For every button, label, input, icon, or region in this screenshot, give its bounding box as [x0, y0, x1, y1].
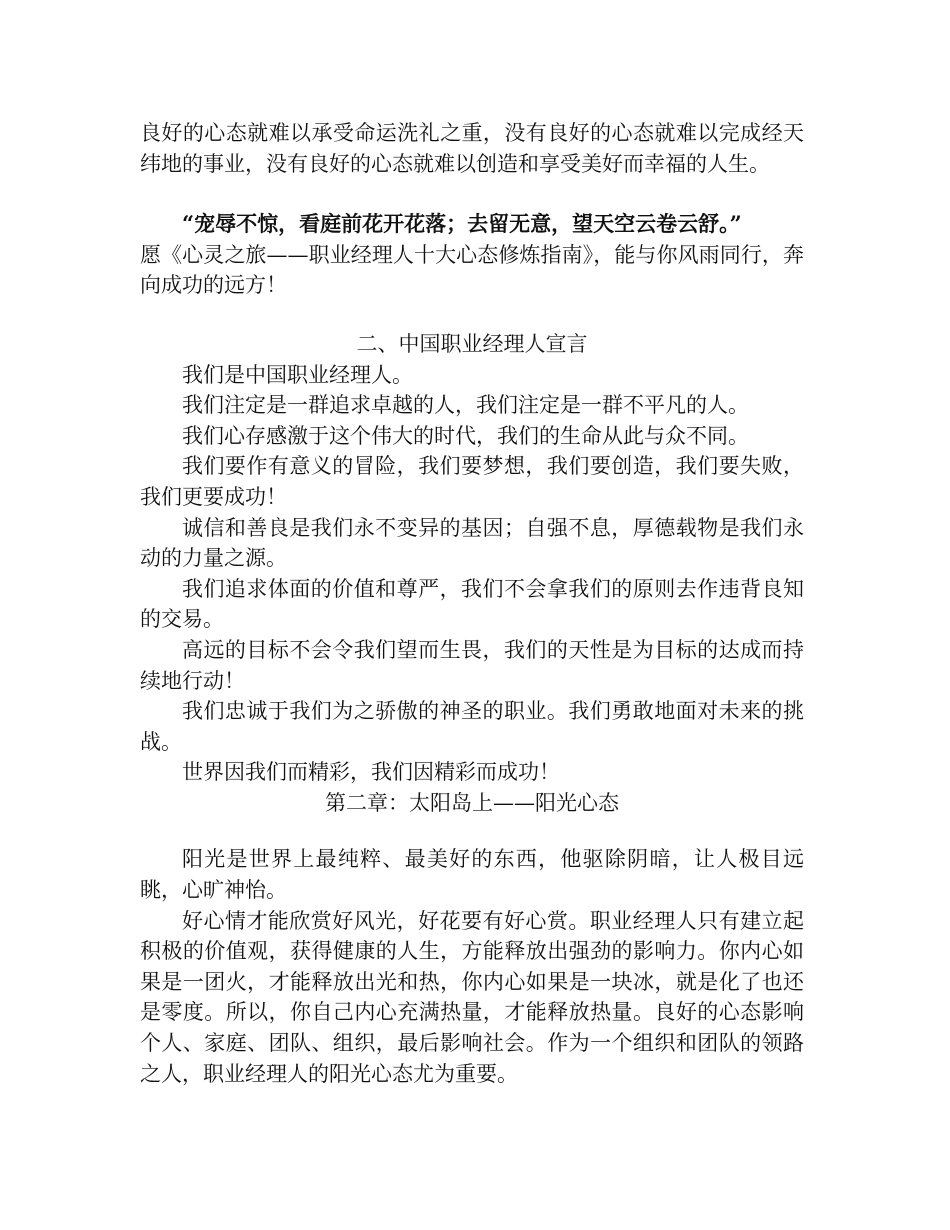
declaration-line: 我们忠诚于我们为之骄傲的神圣的职业。我们勇敢地面对未来的挑战。 [140, 699, 804, 754]
chapter-paragraph: 阳光是世界上最纯粹、最美好的东西，他驱除阴暗，让人极目远眺，心旷神怡。 [140, 847, 804, 903]
declaration-line: 世界因我们而精彩，我们因精彩而成功！ [182, 760, 560, 785]
declaration-line: 高远的目标不会令我们望而生畏，我们的天性是为目标的达成而持续地行动！ [140, 637, 804, 693]
chapter-paragraph: 好心情才能欣赏好风光，好花要有好心赏。职业经理人只有建立起积极的价值观，获得健康的人生，方能释放出强劲的影响力。你内心如果是一团火，才能释放出光和热，你内心如果是一块冰，就是化了也还是零度。所以，你自己内心充满热量，才能释放热量。良好的心态影响个人、家庭、团队、组织，最后影响社会。作为一个组织和团队的领路之人，职业经理人的阳光心态尤为重要。 [140, 908, 804, 1086]
declaration-title: 二、中国职业经理人宣言 [356, 331, 588, 356]
declaration-line: 我们注定是一群追求卓越的人，我们注定是一群不平凡的人。 [182, 393, 749, 418]
spacer [140, 301, 804, 329]
wish-paragraph: 愿《心灵之旅——职业经理人十大心态修炼指南》，能与你风雨同行，奔向成功的远方！ [140, 242, 804, 298]
chapter-title: 第二章：太阳岛上——阳光心态 [325, 790, 619, 815]
document-page [140, 118, 804, 1089]
declaration-line: 我们要作有意义的冒险，我们要梦想，我们要创造，我们要失败，我们更要成功！ [140, 454, 804, 509]
spacer [140, 818, 804, 844]
declaration-line: 我们心存感激于这个伟大的时代，我们的生命从此与众不同。 [182, 423, 749, 448]
spacer [140, 179, 804, 209]
declaration-line: 我们追求体面的价值和尊严，我们不会拿我们的原则去作违背良知的交易。 [140, 576, 804, 632]
declaration-line: 我们是中国职业经理人。 [182, 362, 413, 387]
quote-line: “宠辱不惊，看庭前花开花落；去留无意，望天空云卷云舒。” [182, 211, 742, 237]
intro-paragraph: 良好的心态就难以承受命运洗礼之重，没有良好的心态就难以完成经天纬地的事业，没有良好的心态就难以创造和享受美好而幸福的人生。 [140, 121, 804, 176]
declaration-line: 诚信和善良是我们永不变异的基因；自强不息，厚德载物是我们永动的力量之源。 [140, 515, 804, 571]
